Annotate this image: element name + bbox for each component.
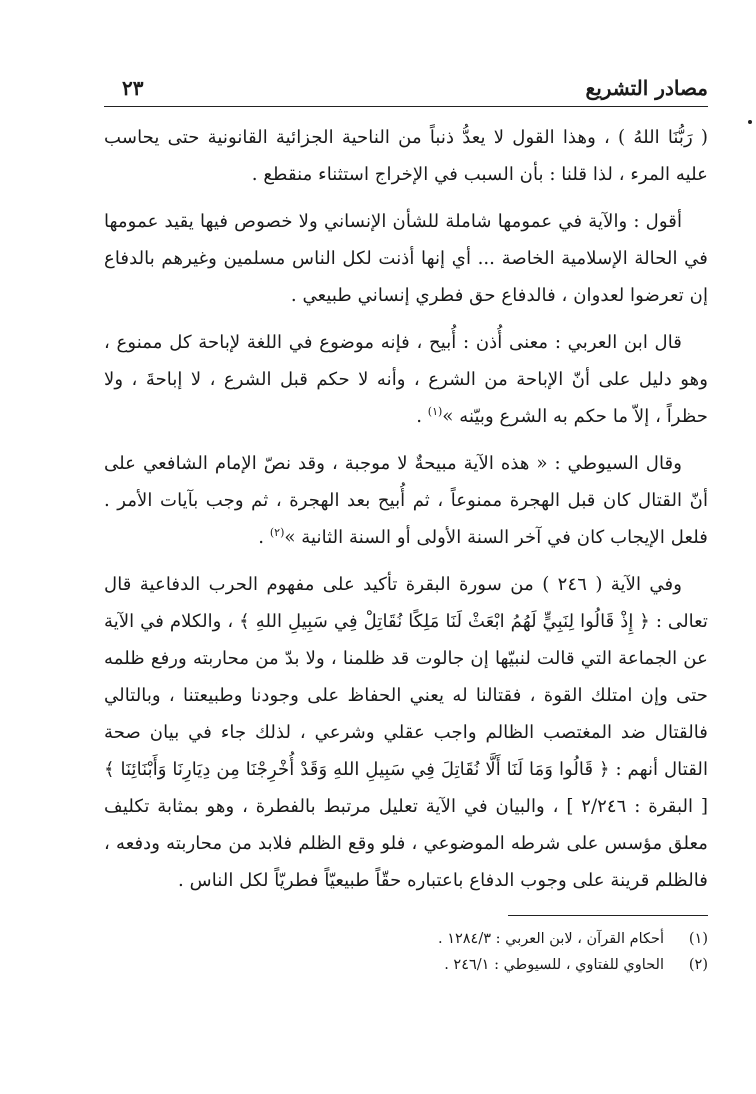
main-text (104, 119, 708, 899)
footnote-ref: (٢) (269, 525, 285, 539)
paragraph-tail: . (258, 527, 270, 548)
footnotes (104, 915, 708, 978)
paragraph-text: ( رَبُّنَا اللهُ ) ، وهذا القول لا يعدُّ ذنباً من الناحية الجزائية القانونية حتى يحاسب عليه المرء ، لذا قلنا : بأن السبب في الإخراج استثناء منقطع . (104, 127, 708, 185)
paragraph-text: قال ابن العربي : معنى أُذن : أُبيح ، فإنه موضوع في اللغة لإباحة كل ممنوع ، وهو دليل على أنّ الإباحة من الشرع ، وأنه لا حكم قبل الشرع ، لا إباحةَ ، ولا حظراً ، إلاّ ما حكم به الشرع وبيّنه » (104, 332, 708, 427)
footnote-ref: (١) (427, 404, 443, 418)
footnote-2 (104, 952, 708, 978)
paragraph-2 (104, 203, 708, 314)
paragraph-4 (104, 445, 708, 556)
paragraph-text: أقول : والآية في عمومها شاملة للشأن الإنساني ولا خصوص فيها يقيد عمومها في الحالة الإسلامية الخاصة ... أي إنها أذنت لكل الناس مسلمين وغيرهم بالدفاع إن تعرضوا لعدوان ، فالدفاع حق فطري إنساني طبيعي . (104, 211, 708, 306)
footnote-number: (١) (688, 931, 708, 947)
running-title: مصادر التشريع (585, 76, 708, 100)
paragraph-text: وقال السيوطي : « هذه الآية مبيحةٌ لا موجبة ، وقد نصّ الإمام الشافعي على أنّ القتال كان قبل الهجرة ممنوعاً ، ثم أُبيح بعد الهجرة ، ثم وجب بآيات الأمر . فلعل الإيجاب كان في آخر السنة الأولى أو السنة الثانية » (104, 453, 708, 548)
footnote-1 (104, 926, 708, 952)
page-header (104, 70, 708, 107)
book-page (104, 70, 708, 1054)
stray-ink-mark (748, 120, 752, 124)
page-number: ٢٣ (122, 76, 144, 100)
paragraph-3 (104, 324, 708, 435)
footnote-text: الحاوي للفتاوي ، للسيوطي : ٢٤٦/١ . (444, 957, 664, 973)
footnote-number: (٢) (688, 957, 708, 973)
footnote-divider (508, 915, 708, 916)
paragraph-text: وفي الآية ( ٢٤٦ ) من سورة البقرة تأكيد على مفهوم الحرب الدفاعية قال تعالى : ﴿ إِذْ قَالُوا لِنَبِيٍّ لَهُمُ ابْعَثْ لَنَا مَلِكًا نُقَاتِلْ فِي سَبِيلِ اللهِ ﴾ ، والكلام في الآية عن الجماعة التي قالت لنبيّها إن جالوت قد ظلمنا ، ولا بدّ من محاربته ورفع ظلمه حتى وإن امتلك القوة ، فقتالنا له يعني الحفاظ على وجودنا وطبيعتنا ، وبالتالي فالقتال ضد المغتصب الظالم واجب عقلي وشرعي ، لذلك جاء في بيان صحة القتال أنهم : ﴿ قَالُوا وَمَا لَنَا أَلَّا نُقَاتِلَ فِي سَبِيلِ اللهِ وَقَدْ أُخْرِجْنَا مِن دِيَارِنَا وَأَبْنَائِنَا ﴾ [ البقرة : ٢/٢٤٦ ] ، والبيان في الآية تعليل مرتبط بالفطرة ، وهو بمثابة تكليف معلق مؤسس على شرطه الموضوعي ، فلو وقع الظلم فلابد من محاربته ودفعه ، فالظلم قرينة على وجوب الدفاع باعتباره حقّاً طبيعيّاً فطريّاً لكل الناس . (104, 574, 708, 891)
paragraph-1 (104, 119, 708, 193)
footnote-text: أحكام القرآن ، لابن العربي : ١٢٨٤/٣ . (437, 931, 664, 947)
paragraph-tail: . (416, 406, 428, 427)
paragraph-5 (104, 566, 708, 899)
